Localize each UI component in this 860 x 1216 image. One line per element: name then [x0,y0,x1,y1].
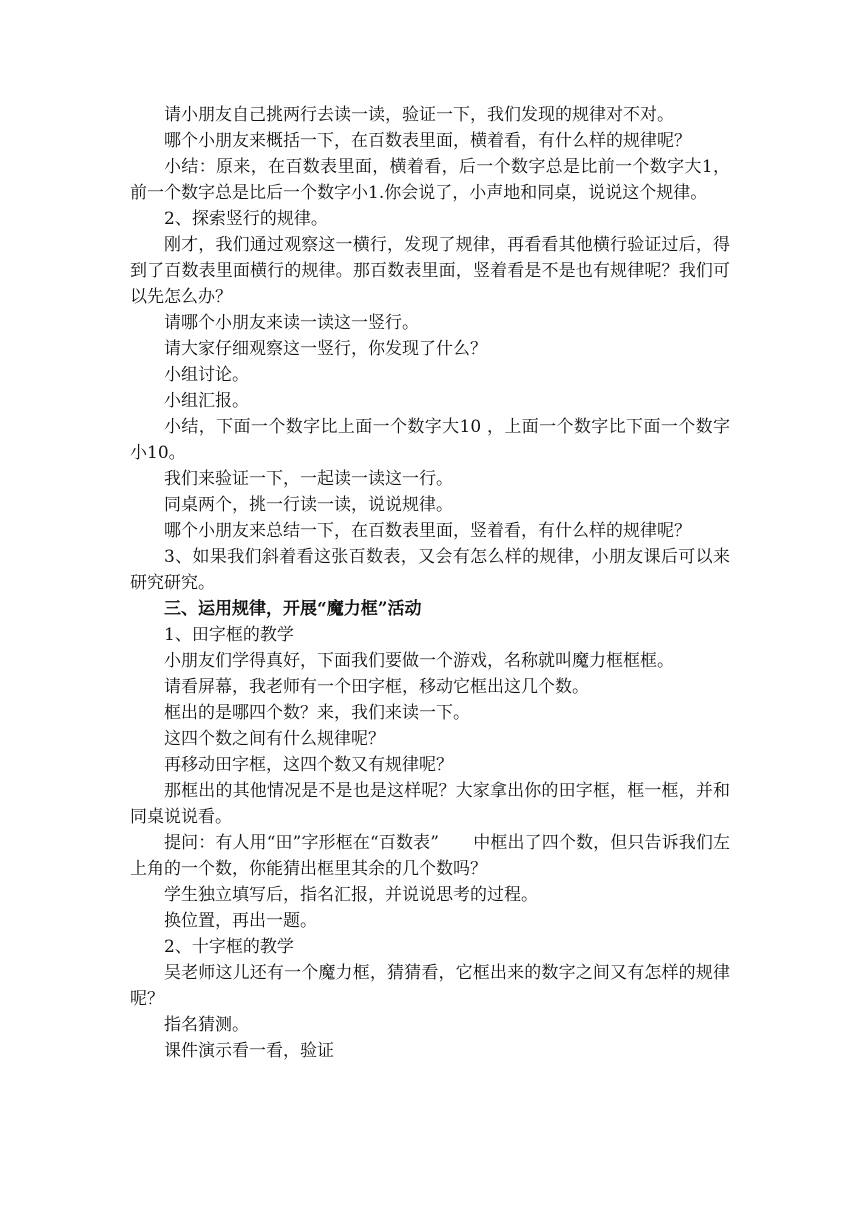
paragraph: 哪个小朋友来概括一下，在百数表里面，横着看，有什么样的规律呢？ [164,131,691,151]
paragraph: 请小朋友自己挑两行去读一读，验证一下，我们发现的规律对不对。 [164,105,674,125]
paragraph: 小朋友们学得真好，下面我们要做一个游戏，名称就叫魔力框框框。 [164,651,674,671]
paragraph: 请哪个小朋友来读一读这一竖行。 [164,313,419,333]
paragraph: 指名猜测。 [164,1015,249,1035]
paragraph: 小组讨论。 [164,365,249,385]
paragraph: 我们来验证一下，一起读一读这一行。 [164,469,453,489]
paragraph: 框出的是哪四个数？来，我们来读一下。 [164,703,470,723]
section-heading: 三、运用规律，开展“魔力框”活动 [164,599,422,619]
paragraph: 提问：有人用“田”字形框在“百数表” 中框出了四个数，但只告诉我们左上角的一个数，你能猜出框里其余的几个数吗？ [130,833,730,879]
paragraph: 请大家仔细观察这一竖行，你发现了什么？ [164,339,487,359]
paragraph: 小结，下面一个数字比上面一个数字大10 ，上面一个数字比下面一个数字小10。 [130,417,730,463]
paragraph: 小结：原来，在百数表里面，横着看，后一个数字总是比前一个数字大1，前一个数字总是比后一个数字小1.你会说了，小声地和同桌，说说这个规律。 [130,157,730,203]
subsection-heading: 1、田字框的教学 [164,625,294,645]
paragraph: 再移动田字框，这四个数又有规律呢？ [164,755,453,775]
paragraph: 这四个数之间有什么规律呢？ [164,729,385,749]
paragraph: 3、如果我们斜着看这张百数表，又会有怎么样的规律，小朋友课后可以来研究研究。 [130,547,730,593]
document-body [130,102,730,1064]
paragraph: 那框出的其他情况是不是也是这样呢？大家拿出你的田字框，框一框，并和同桌说说看。 [130,781,730,827]
paragraph: 课件演示看一看，验证 [164,1041,334,1061]
paragraph: 刚才，我们通过观察这一横行，发现了规律，再看看其他横行验证过后，得到了百数表里面横行的规律。那百数表里面，竖着看是不是也有规律呢？我们可以先怎么办？ [130,235,730,307]
paragraph: 换位置，再出一题。 [164,911,317,931]
paragraph: 请看屏幕，我老师有一个田字框，移动它框出这几个数。 [164,677,589,697]
paragraph: 2、探索竖行的规律。 [164,209,328,229]
paragraph: 吴老师这儿还有一个魔力框，猜猜看，它框出来的数字之间又有怎样的规律呢？ [130,963,730,1009]
paragraph: 小组汇报。 [164,391,249,411]
paragraph: 学生独立填写后，指名汇报，并说说思考的过程。 [164,885,538,905]
subsection-heading: 2、十字框的教学 [164,937,294,957]
paragraph: 哪个小朋友来总结一下，在百数表里面，竖着看，有什么样的规律呢？ [164,521,691,541]
paragraph: 同桌两个，挑一行读一读，说说规律。 [164,495,453,515]
